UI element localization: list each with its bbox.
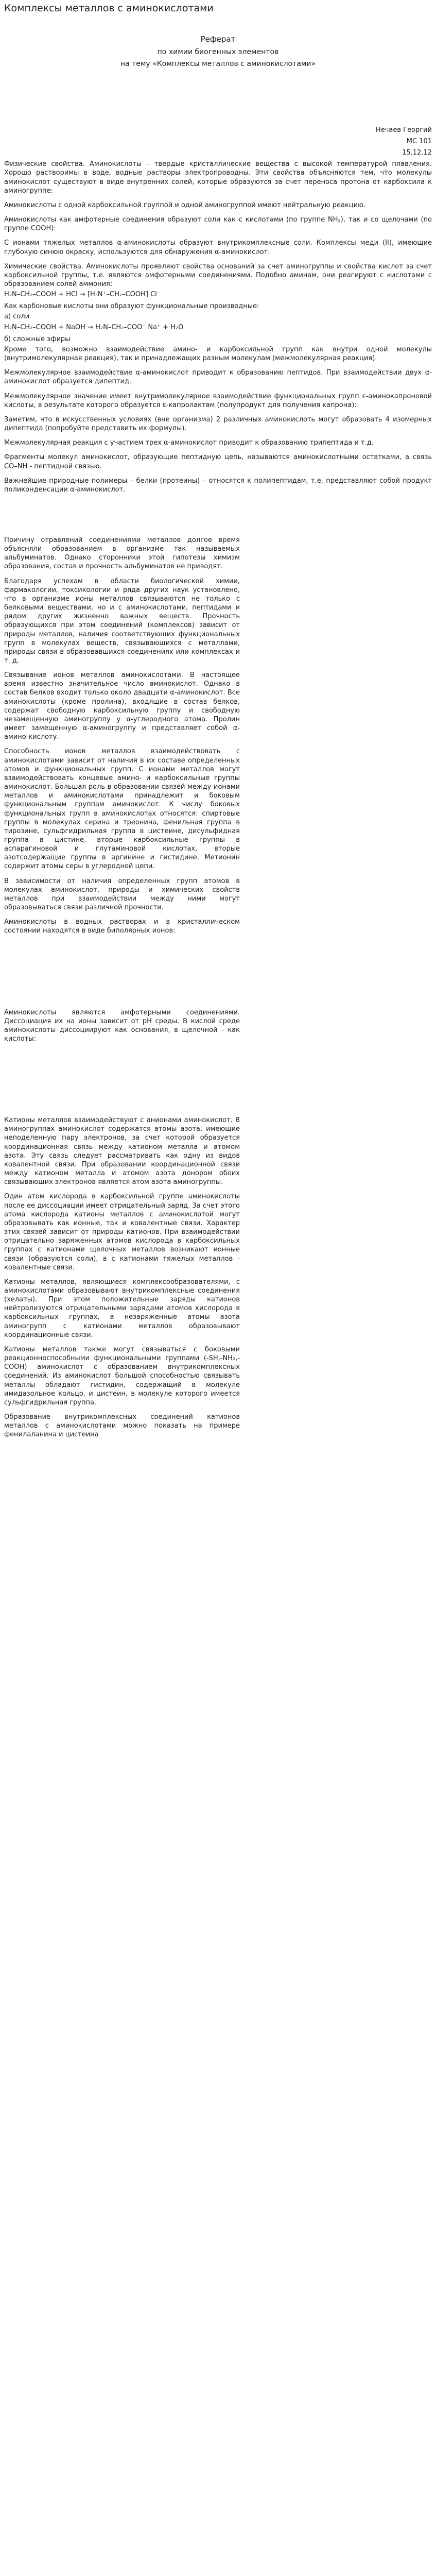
- paragraph: Образование внутрикомплексных соединений катионов металлов с аминокислотами можно показать на примере фенилаланина и цистеина: [4, 1413, 240, 1439]
- spacer: [4, 1049, 432, 1116]
- paragraph: Катионы металлов, являющиеся комплексообразователями, с аминокислотами образовывают внутрикомплексные соединения (хелаты). При этом положительные заряды катионов нейтрализуются отрицательными зарядами атомов кислорода в карбоксильных группах, а незаряженные атомы азота аминогрупп с катионами металлов образовывают координационные связи.: [4, 1278, 240, 1339]
- author-block: [4, 126, 432, 157]
- paragraph: Аминокислоты как амфотерные соединения образуют соли как с кислотами (по группе NH₂), так и со щелочами (по группе СООН):: [4, 216, 432, 233]
- title-block: [4, 35, 432, 69]
- spacer: [4, 500, 432, 536]
- body-wide: [4, 160, 432, 494]
- body-narrow-2: [4, 1008, 240, 1044]
- paragraph: Причину отравлений соединениями металлов долгое время объясняли образованием в организме так называемых альбуминатов. Однако сторонники этой гипотезы химизм образования, состав и прочность альбуминатов не приводят.: [4, 536, 240, 571]
- spacer: [4, 941, 432, 1008]
- formula-acid-salt: H₂N–CH₂–COOH + HCl → [H₃N⁺–CH₂–COOH] Cl⁻: [4, 291, 161, 299]
- author-date: 15.12.12: [402, 149, 432, 157]
- paragraph: С ионами тяжелых металлов α-аминокислоты образуют внутрикомплексные соли. Комплексы меди (II), имеющие глубокую синюю окраску, используются для обнаружения α-аминокислот.: [4, 239, 432, 256]
- paragraph: В зависимости от наличия определенных групп атомов в молекулах аминокислот, природы и химических свойств металлов при взаимодействии между ними могут образовываться связи различной прочности.: [4, 877, 240, 912]
- paragraph: Катионы металлов также могут связываться с боковыми реакционноспособными функциональными группами (-SH,-NH₂,-COOH) аминокислот с образованием внутрикомплексных соединений. Из аминокислот большой способностью связывать металлы обладают гистидин, содержащий в молекуле имидазольное кольцо, и цистеин, в молекуле которого имеется сульфгидрильная группа.: [4, 1345, 240, 1406]
- header-line-2: по химии биогенных элементов: [157, 47, 279, 56]
- document: [0, 2, 436, 1439]
- author-name: Нечаев Георгий: [375, 126, 432, 134]
- paragraph: Фрагменты молекул аминокислот, образующие пептидную цепь, называются аминокислотными остатками, а связь CO–NH - пептидной связью.: [4, 453, 432, 470]
- body-narrow-1: [4, 536, 240, 936]
- page-title: Комплексы металлов с аминокислотами: [4, 3, 214, 14]
- list-item: б) сложные эфиры: [4, 335, 71, 343]
- list-item: а) соли: [4, 313, 30, 321]
- formula-base-salt: H₂N–CH₂–COOH + NaOH → H₂N–CH₂–COO⁻ Na⁺ + H₂O: [4, 323, 184, 331]
- paragraph: Химические свойства. Аминокислоты проявляют свойства оснований за счет аминогруппы и свойства кислот за счет карбоксильной группы, т.е. являются амфотерными соединениями. Подобно аминам, они реагируют с кислотами с образованием солей аммония:: [4, 262, 432, 288]
- paragraph: Межмолекулярное взаимодействие α-аминокислот приводит к образованию пептидов. При взаимодействии двух α-аминокислот образуется дипептид.: [4, 369, 432, 386]
- paragraph: Аминокислоты в водных растворах и в кристаллическом состоянии находятся в виде биполярных ионов:: [4, 918, 240, 935]
- paragraph: Межмолекулярное значение имеет внутримолекулярное взаимодействие функциональных групп ε-аминокапроновой кислоты, в результате которого образуется ε-капролактам (полупродукт для получения капрона):: [4, 392, 432, 409]
- header-line-1: Реферат: [200, 35, 236, 44]
- paragraph: Кроме того, возможно взаимодействие амино- и карбоксильной групп как внутри одной молекулы (внутримолекулярная реакция), так и принадлежащих разным молекулам (межмолекулярная реакция).: [4, 345, 432, 363]
- paragraph: Один атом кислорода в карбоксильной группе аминокислоты после ее диссоциации имеет отрицательный заряд. За счет этого атома кислорода катионы металлов с аминокислотой могут образовывать как ионные, так и ковалентные связи. Характер этих связей зависит от природы катионов. При взаимодействии отрицательно заряженных атомов кислорода в карбоксильных группах с катионами щелочных металлов возникают ионные связи (образуются соли), а с катионами тяжелых металлов - ковалентные связи.: [4, 1193, 240, 1272]
- paragraph: Аминокислоты с одной карбоксильной группой и одной аминогруппой имеют нейтральную реакцию.: [4, 201, 366, 209]
- header-line-3: на тему «Комплексы металлов с аминокислотами»: [120, 60, 316, 69]
- paragraph: Заметим, что в искусственных условиях (вне организма) 2 различных аминокислоть могут образовать 4 изомерных дипептида (попробуйте представить их формулы).: [4, 415, 432, 433]
- paragraph: Как карбоновые кислоты они образуют функциональные производные:: [4, 302, 259, 311]
- author-group: МС 101: [406, 137, 432, 145]
- paragraph: Связывание ионов металлов аминокислотами. В настоящее время известно значительное число аминокислот. Однако в состав белков входит только около двадцати α-аминокислот. Все аминокислоты (кроме пролина), входящие в состав белков, содержат свободную карбоксильную группу и свободную незамещенную аминогруппу у α-углеродного атома. Пролин имеет замещенную α-аминогруппу и представляет собой α-амино-кислоту.: [4, 671, 240, 741]
- paragraph: Физические свойства. Аминокислоты – твердые кристаллические вещества с высокой температурой плавления. Хорошо растворимы в воде, водные растворы электропроводны. Эти свойства объясняются тем, что молекулы аминокислот существуют в виде внутренних солей, которые образуются за счет переноса протона от карбоксила к аминогруппе:: [4, 160, 432, 195]
- paragraph: Межмолекулярная реакция с участием трех α-аминокислот приводит к образованию трипептида и т.д.: [4, 439, 374, 447]
- paragraph: Аминокислоты являются амфотерными соединениями. Диссоциация их на ионы зависит от pH среды. В кислой среде аминокислоты диссоциируют как основания, в щелочной - как кислоты:: [4, 1008, 240, 1043]
- paragraph: Благодаря успехам в области биологической химии, фармакологии, токсикологии и ряда других наук установлено, что в организме ионы металлов связываются не только с белковыми веществами, но и с аминокислотами, пептидами и рядом других жизненно важных веществ. Прочность образующихся при этом соединений (комплексов) зависит от природы металлов, наличия соответствующих функциональных групп в молекулах веществ, связывающихся с металлами, природы связи в образовавшихся соединениях или комплексах и т. д.: [4, 577, 240, 665]
- paragraph: Катионы металлов взаимодействуют с анионами аминокислот. В аминогруппах аминокислот содержатся атомы азота, имеющие неподеленную пару электронов, за счет которой образуется координационная связь между катионом металла и атомом азота. Эту связь следует рассматривать как одну из видов ковалентной связи. При образовании координационной связи между катионом металла и атомом азота донором обоих связывающих электронов является атом азота аминогруппы.: [4, 1116, 240, 1187]
- body-narrow-3: [4, 1116, 240, 1439]
- paragraph: Способность ионов металлов взаимодействовать с аминокислотами зависит от наличия в их составе определенных атомов и функциональных групп. С ионами металлов могут взаимодействовать концевые амино- и карбоксильные группы аминокислот. Большая роль в образовании связей между ионами металлов и аминокислотами принадлежит и боковым функциональным группам аминокислот. К числу боковых функциональных групп в аминокислотах относятся: спиртовые группы в молекулах серина и треонина, фенильная группа в тирозине, сульфгидрильная группа в цистеине, дисульфидная группа в цистине, вторые карбоксильные группы в аспарагиновой и глутаминовой кислотах, вторые азотсодержащие группы в аргинине и гистидине. Метионин содержит атомы серы в углеродной цепи.: [4, 748, 240, 871]
- paragraph: Важнейшие природные полимеры – белки (протеины) – относятся к полипептидам, т.е. представляют собой продукт поликонденсации α-аминокислот.: [4, 477, 432, 494]
